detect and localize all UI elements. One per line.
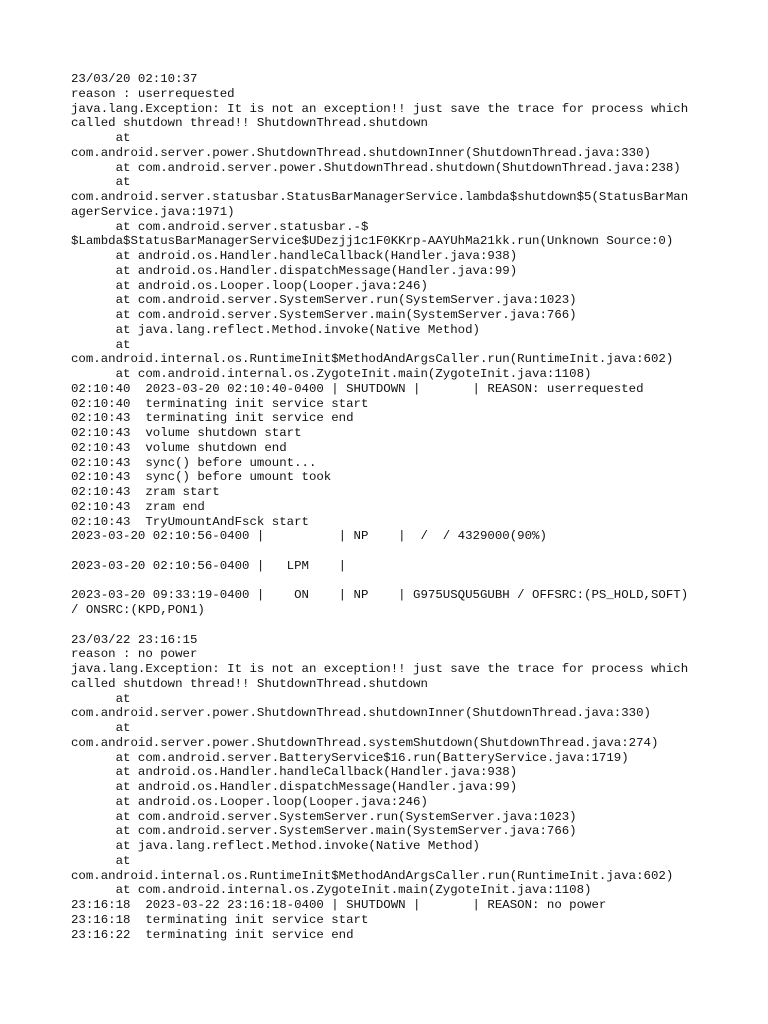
log-line: com.android.server.power.ShutdownThread.systemShutdown(ShutdownThread.java:274) (71, 735, 659, 750)
log-line: 02:10:43 volume shutdown start (71, 426, 302, 440)
log-line: java.lang.Exception: It is not an exception!! just save the trace for process which (71, 662, 689, 676)
log-line: 02:10:43 TryUmountAndFsck start (71, 514, 309, 529)
log-line: at android.os.Handler.dispatchMessage(Handler.java:99) (71, 263, 518, 278)
log-line: com.android.internal.os.RuntimeInit$MethodAndArgsCaller.run(RuntimeInit.java:602) (71, 352, 674, 367)
log-line: com.android.server.statusbar.StatusBarManagerService.lambda$shutdown$5(StatusBarMan (71, 190, 689, 204)
log-line: 02:10:43 zram start (71, 485, 220, 499)
log-line: 02:10:43 sync() before umount... (71, 455, 317, 470)
log-line: 23:16:22 terminating init service end (71, 927, 354, 942)
log-line: com.android.server.power.ShutdownThread.shutdownInner(ShutdownThread.java:330) (71, 145, 651, 160)
log-line: at java.lang.reflect.Method.invoke(Native Method) (71, 839, 480, 853)
log-line: called shutdown thread!! ShutdownThread.shutdown (71, 116, 428, 131)
log-line: 02:10:40 terminating init service start (71, 396, 369, 411)
log-text (71, 72, 711, 942)
log-line: at java.lang.reflect.Method.invoke(Native Method) (71, 322, 480, 337)
log-line: at com.android.internal.os.ZygoteInit.main(ZygoteInit.java:1108) (71, 367, 592, 381)
log-line: at (71, 853, 131, 868)
log-line: at com.android.internal.os.ZygoteInit.main(ZygoteInit.java:1108) (71, 883, 592, 898)
log-line: 23:16:18 2023-03-22 23:16:18-0400 | SHUTDOWN | | REASON: no power (71, 898, 607, 912)
log-line: at com.android.server.SystemServer.main(SystemServer.java:766) (71, 308, 577, 322)
log-line: 02:10:43 terminating init service end (71, 411, 354, 426)
log-line: at android.os.Looper.loop(Looper.java:246) (71, 278, 428, 293)
log-line: com.android.internal.os.RuntimeInit$MethodAndArgsCaller.run(RuntimeInit.java:602) (71, 868, 674, 883)
log-line: $Lambda$StatusBarManagerService$UDezjj1c1F0KKrp-AAYUhMa21kk.run(Unknown Source:0) (71, 234, 674, 249)
log-line: at com.android.server.SystemServer.main(SystemServer.java:766) (71, 824, 577, 839)
log-line: at com.android.server.statusbar.-$ (71, 219, 369, 234)
blank-line (71, 574, 711, 589)
log-line: 23/03/20 02:10:37 (71, 72, 198, 86)
log-line: 02:10:43 zram end (71, 499, 205, 514)
log-line: 02:10:43 sync() before umount took (71, 470, 332, 485)
log-line: at android.os.Handler.handleCallback(Handler.java:938) (71, 249, 518, 263)
log-line: agerService.java:1971) (71, 204, 235, 219)
log-line: com.android.server.power.ShutdownThread.shutdownInner(ShutdownThread.java:330) (71, 706, 651, 721)
log-line: at android.os.Looper.loop(Looper.java:246) (71, 794, 428, 809)
log-line: reason : no power (71, 647, 198, 662)
log-line: at com.android.server.SystemServer.run(SystemServer.java:1023) (71, 293, 577, 308)
log-line: at com.android.server.power.ShutdownThread.shutdown(ShutdownThread.java:238) (71, 160, 681, 175)
log-line: 23/03/22 23:16:15 (71, 632, 198, 647)
log-line: at (71, 691, 131, 706)
log-line: reason : userrequested (71, 86, 235, 101)
log-line: called shutdown thread!! ShutdownThread.shutdown (71, 676, 428, 691)
log-line: 2023-03-20 02:10:56-0400 | LPM | (71, 558, 347, 573)
log-line: 02:10:43 volume shutdown end (71, 440, 287, 455)
log-line: at (71, 175, 131, 190)
log-line: at android.os.Handler.handleCallback(Handler.java:938) (71, 765, 518, 780)
log-line: 23:16:18 terminating init service start (71, 912, 369, 927)
log-line: at (71, 131, 131, 145)
log-line: at (71, 337, 131, 352)
log-line: java.lang.Exception: It is not an exception!! just save the trace for process which (71, 101, 689, 116)
log-line: at android.os.Handler.dispatchMessage(Handler.java:99) (71, 780, 518, 794)
blank-line (71, 618, 711, 633)
log-line: 2023-03-20 02:10:56-0400 | | NP | / / 4329000(90%) (71, 529, 547, 544)
log-line: / ONSRC:(KPD,PON1) (71, 603, 205, 617)
log-line: at (71, 721, 131, 735)
log-line: at com.android.server.SystemServer.run(SystemServer.java:1023) (71, 809, 577, 824)
log-line: at com.android.server.BatteryService$16.run(BatteryService.java:1719) (71, 750, 629, 765)
log-line: 02:10:40 2023-03-20 02:10:40-0400 | SHUTDOWN | | REASON: userrequested (71, 381, 644, 396)
blank-line (71, 544, 711, 559)
log-line: 2023-03-20 09:33:19-0400 | ON | NP | G975USQU5GUBH / OFFSRC:(PS_HOLD,SOFT) (71, 588, 689, 603)
